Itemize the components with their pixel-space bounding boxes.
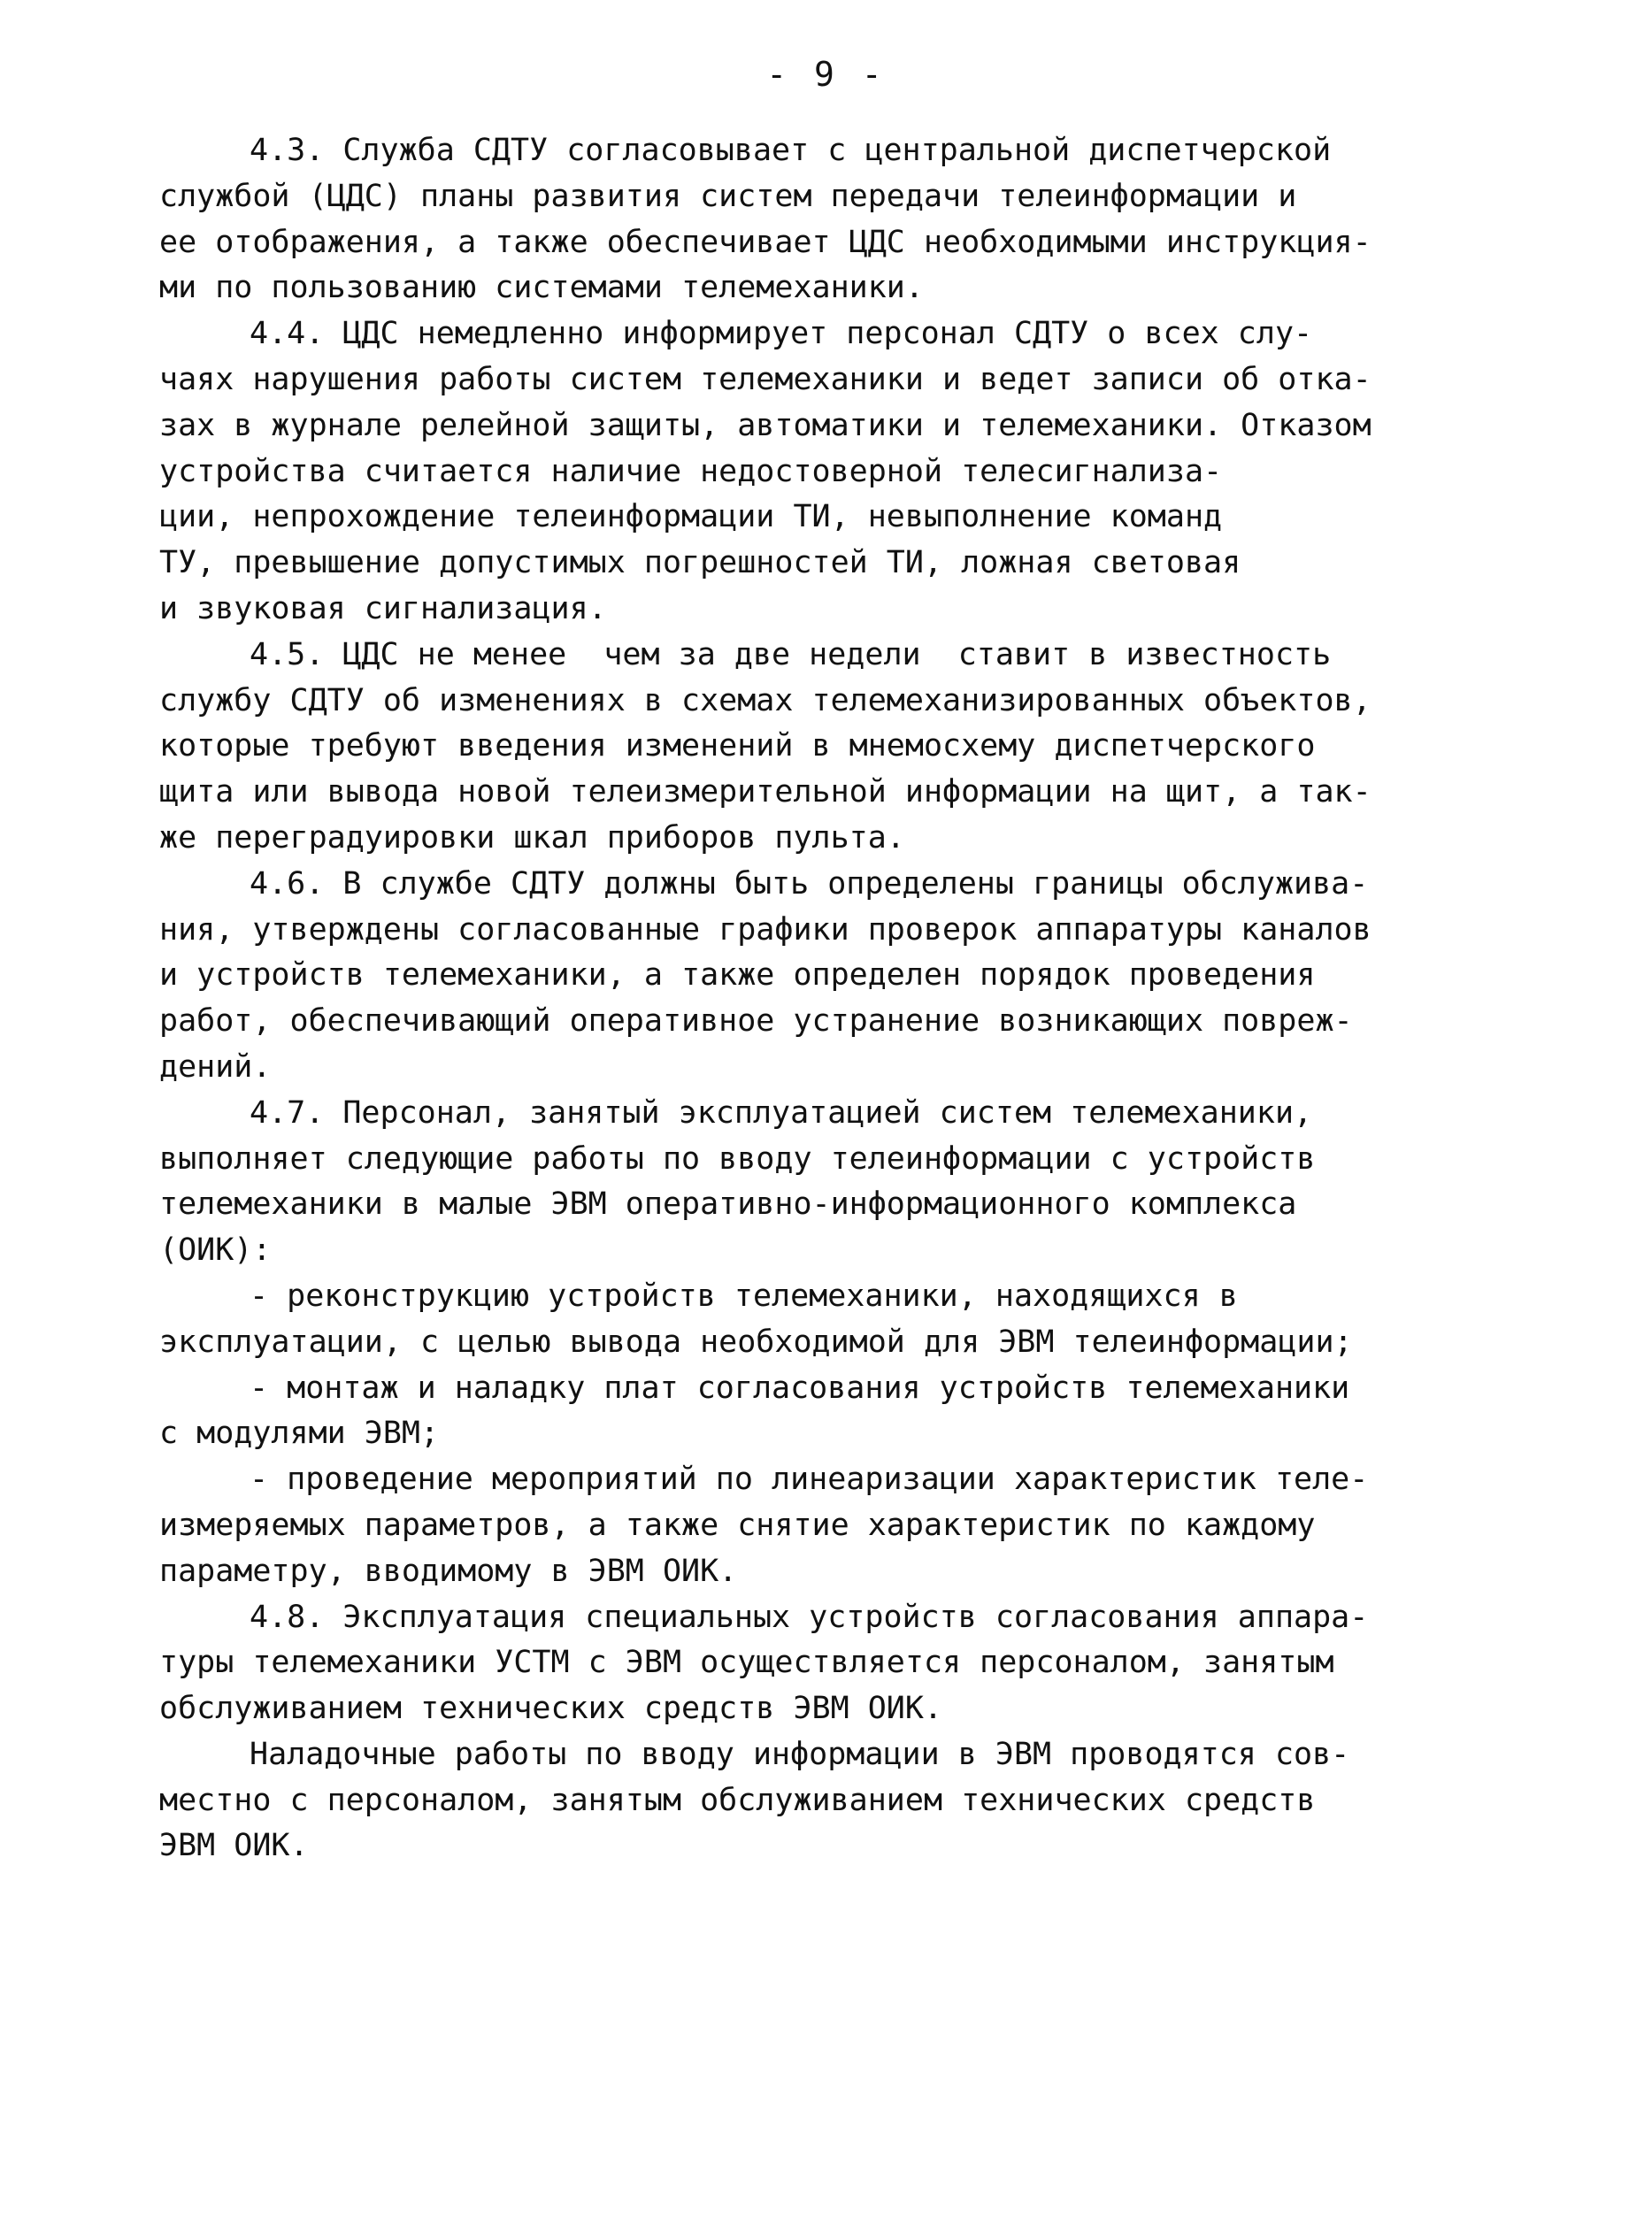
text-line: щита или вывода новой телеизмерительной информации на щит, а так- [159, 774, 1372, 810]
text-line: дений. [159, 1048, 272, 1085]
text-line: Наладочные работы по вводу информации в ЭВМ проводятся сов- [250, 1736, 1350, 1772]
text-line: местно с персоналом, занятым обслуживанием технических средств [159, 1782, 1316, 1818]
paragraph-4-4 [159, 311, 1372, 633]
text-line: службу СДТУ об изменениях в схемах телемеханизированных объектов, [159, 682, 1372, 718]
text-line: (ОИК): [159, 1232, 272, 1269]
text-line: ми по пользованию системами телемеханики. [159, 270, 924, 306]
text-line: же переградуировки шкал приборов пульта. [159, 819, 905, 856]
text-line: с модулями ЭВМ; [159, 1416, 440, 1452]
page-number: - 9 - [766, 55, 886, 94]
text-line: эксплуатации, с целью вывода необходимой для ЭВМ телеинформации; [159, 1324, 1353, 1360]
text-line: ЭВМ ОИК. [159, 1828, 309, 1864]
paragraph-4-6 [159, 862, 1372, 1091]
text-line: зах в журнале релейной защиты, автоматики и телемеханики. Отказом [159, 407, 1372, 443]
paragraph-4-5 [159, 633, 1372, 862]
text-line: работ, обеспечивающий оперативное устранение возникающих повреж- [159, 1003, 1353, 1040]
text-line: обслуживанием технических средств ЭВМ ОИК. [159, 1691, 943, 1727]
text-line: службой (ЦДС) планы развития систем передачи телеинформации и [159, 178, 1297, 214]
text-line: - проведение мероприятий по линеаризации характеристик теле- [250, 1462, 1369, 1498]
paragraph-4-7 [159, 1091, 1363, 1274]
text-line: - реконструкцию устройств телемеханики, находящихся в [250, 1278, 1238, 1314]
text-line: ния, утверждены согласованные графики проверок аппаратуры каналов [159, 911, 1372, 948]
text-line: 4.4. ЦДС немедленно информирует персонал СДТУ о всех слу- [250, 316, 1313, 352]
text-line: 4.7. Персонал, занятый эксплуатацией систем телемеханики, [250, 1094, 1313, 1131]
text-line: 4.8. Эксплуатация специальных устройств согласования аппара- [250, 1599, 1369, 1635]
document-body [159, 128, 1372, 1869]
paragraph-4-3 [159, 128, 1372, 311]
text-line: 4.6. В службе СДТУ должны быть определены границы обслужива- [250, 865, 1369, 902]
text-line: устройства считается наличие недостоверной телесигнализа- [159, 453, 1223, 489]
text-line: и устройств телемеханики, а также определен порядок проведения [159, 957, 1316, 994]
text-line: телемеханики в малые ЭВМ оперативно-информационного комплекса [159, 1186, 1297, 1223]
text-line: выполняет следующие работы по вводу телеинформации с устройств [159, 1140, 1316, 1177]
text-line: 4.5. ЦДС не менее чем за две недели ставит в известность [250, 636, 1332, 672]
paragraph-setup-works [159, 1732, 1363, 1869]
text-line: ТУ, превышение допустимых погрешностей ТИ, ложная световая [159, 545, 1241, 581]
text-line: и звуковая сигнализация. [159, 590, 607, 626]
list-item [159, 1366, 1363, 1458]
text-line: параметру, вводимому в ЭВМ ОИК. [159, 1553, 738, 1589]
text-line: измеряемых параметров, а также снятие характеристик по каждому [159, 1507, 1316, 1543]
text-line: туры телемеханики УСТМ с ЭВМ осуществляется персоналом, занятым [159, 1645, 1334, 1681]
list-item [159, 1457, 1369, 1594]
text-line: ции, непрохождение телеинформации ТИ, невыполнение команд [159, 499, 1223, 535]
text-line: которые требуют введения изменений в мнемосхему диспетчерского [159, 728, 1316, 764]
text-line: ее отображения, а также обеспечивает ЦДС необходимыми инструкция- [159, 224, 1372, 260]
paragraph-4-8 [159, 1595, 1369, 1732]
text-line: - монтаж и наладку плат согласования устройств телемеханики [250, 1370, 1350, 1406]
text-line: чаях нарушения работы систем телемеханики и ведет записи об отка- [159, 361, 1372, 397]
list-item [159, 1274, 1363, 1366]
text-line: 4.3. Служба СДТУ согласовывает с центральной диспетчерской [250, 133, 1332, 168]
